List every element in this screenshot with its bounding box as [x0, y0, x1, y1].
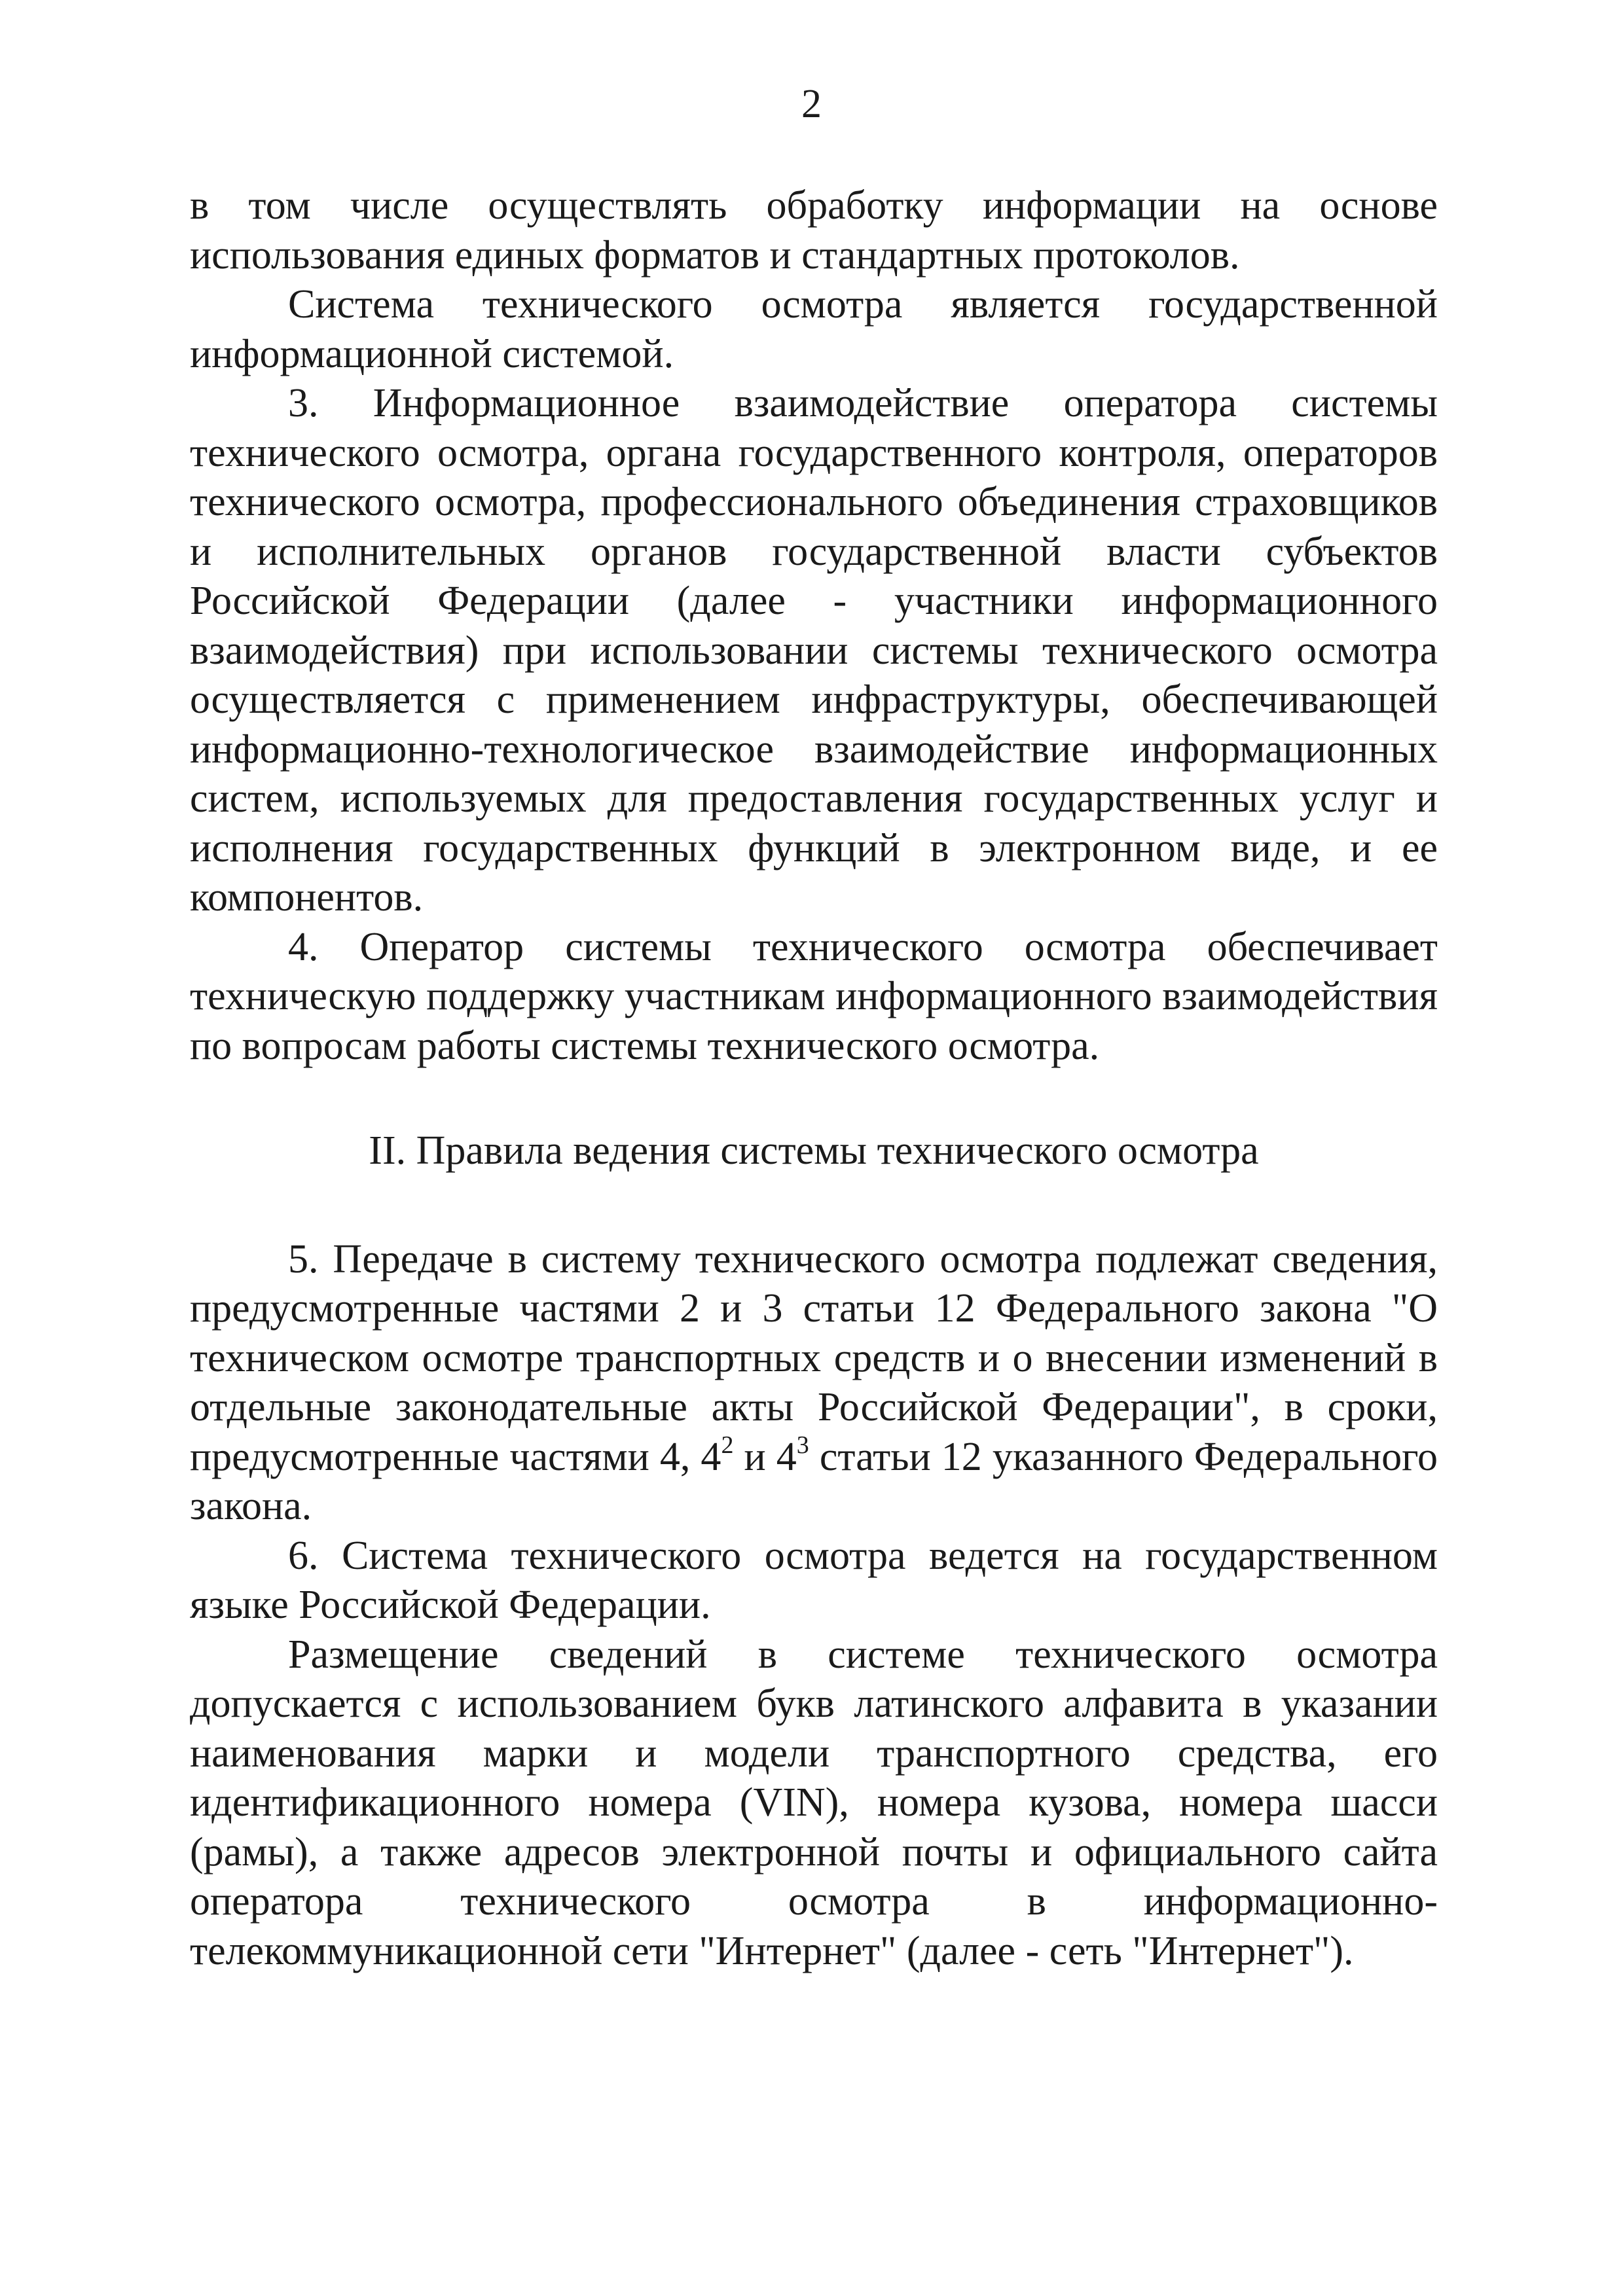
paragraph-5-text-c: статьи 12 указанного Федерального закона. [190, 1434, 1438, 1528]
paragraph-continuation: в том числе осуществлять обработку информации на основе использования единых форматов и стандартных протоколов. [190, 183, 1438, 278]
paragraph-4: 4. Оператор системы технического осмотра обеспечивает техническую поддержку участникам информационного взаимодействия по вопросам работы системы технического осмотра. [190, 924, 1438, 1068]
paragraph-latin-letters: Размещение сведений в системе технического осмотра допускается с использованием букв латинского алфавита в указании наименования марки и модели транспортного средства, его идентификационного номера (VIN), номера кузова, номера шасси (рамы), а также адресов электронной почты и официального сайта оператора технического осмотра в информационно-телекоммуникационной сети "Интернет" (далее - сеть "Интернет"). [190, 1632, 1438, 1973]
paragraph-3: 3. Информационное взаимодействие оператора системы технического осмотра, органа государственного контроля, операторов технического осмотра, профессионального объединения страховщиков и исполнительных органов государственной власти субъектов Российской Федерации (далее - участники информационного взаимодействия) при использовании системы технического осмотра осуществляется с применением инфраструктуры, обеспечивающей информационно-технологическое взаимодействие информационных систем, используемых для предоставления государственных услуг и исполнения государственных функций в электронном виде, и ее компонентов. [190, 381, 1438, 920]
superscript-3: 3 [796, 1431, 809, 1459]
paragraph-6: 6. Система технического осмотра ведется на государственном языке Российской Федерации. [190, 1533, 1438, 1627]
paragraph-5-text-a: 5. Передаче в систему технического осмотра подлежат сведения, предусмотренные частями 2 и 3 статьи 12 Федерального закона "О техническом осмотре транспортных средств и о внесении изменений в отдельные законодательные акты Российской Федерации", в сроки, предусмотренные частями 4, 4 [190, 1236, 1438, 1479]
section-heading: II. Правила ведения системы технического осмотра [369, 1128, 1259, 1173]
page-number: 2 [801, 82, 822, 126]
superscript-2: 2 [721, 1431, 734, 1459]
document-body [190, 181, 1438, 1976]
paragraph-system-status: Система технического осмотра является государственной информационной системой. [190, 282, 1438, 376]
paragraph-5 [190, 1235, 1438, 1532]
paragraph-5-text-b: и 4 [733, 1434, 797, 1479]
